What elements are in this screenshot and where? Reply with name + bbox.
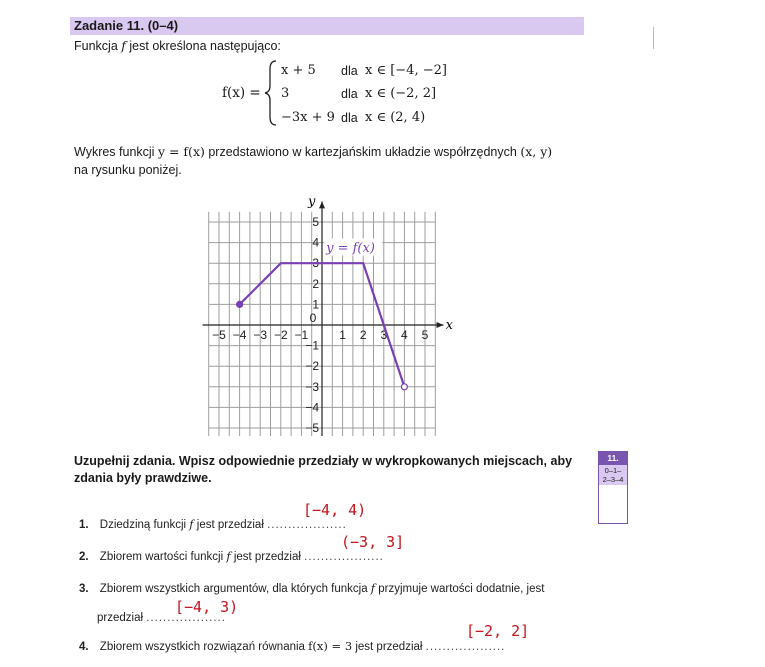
- closed-endpoint: [237, 301, 243, 307]
- x-tick-label: −4: [232, 328, 247, 342]
- item-3-line2-text: przedział: [97, 612, 144, 624]
- x-tick-label: 1: [339, 328, 346, 342]
- task-header: Zadanie 11. (0–4): [70, 17, 584, 35]
- intro-text-after: jest określona następująco:: [129, 39, 281, 53]
- item-3-number: 3.: [79, 583, 89, 595]
- y-tick-label: −1: [305, 338, 319, 353]
- y-tick-label: 3: [312, 256, 319, 271]
- item-4-text-after: jest przedział: [355, 641, 423, 653]
- case-2-expr: 3: [281, 86, 290, 101]
- x-tick-label: −3: [253, 328, 268, 342]
- item-4-answer-field[interactable]: ...................: [425, 641, 506, 653]
- desc-text-1: Wykres funkcji: [74, 145, 155, 159]
- x-tick-label: 2: [359, 328, 367, 342]
- x-tick-label: −5: [212, 328, 226, 342]
- item-2-answer: (−3, 3]: [341, 533, 405, 551]
- item-2-text-after: jest przedział: [233, 551, 301, 563]
- y-axis-label: y: [308, 194, 316, 210]
- y-tick-label: −2: [305, 359, 319, 374]
- case-2-condition: x ∈ (−2, 2]: [365, 86, 437, 101]
- item-1-text-after: jest przedział: [196, 519, 264, 531]
- case-3-dla: dla: [341, 111, 358, 125]
- case-1-condition: x ∈ [−4, −2]: [365, 63, 447, 78]
- item-3-f: f: [370, 581, 376, 595]
- item-1-answer: [−4, 4): [303, 501, 367, 519]
- brace-icon: [264, 59, 278, 127]
- intro-text-before: Funkcja: [74, 39, 118, 53]
- desc-equation: y = f(x): [157, 144, 205, 159]
- x-tick-label: 4: [401, 328, 408, 342]
- item-2-f: f: [226, 549, 231, 563]
- y-tick-label: 1: [312, 297, 319, 312]
- item-4-text-before: Zbiorem wszystkich rozwiązań równania: [99, 641, 305, 653]
- item-1-text-before: Dziedziną funkcji: [99, 519, 187, 531]
- y-tick-label: 4: [312, 235, 319, 250]
- y-tick-label: 2: [312, 276, 319, 291]
- case-3-condition: x ∈ (2, 4): [365, 110, 426, 125]
- score-badge: [598, 451, 628, 524]
- x-axis-label: x: [445, 318, 453, 333]
- margin-line: [653, 27, 654, 49]
- item-4-answer: [−2, 2]: [466, 622, 530, 640]
- y-tick-label: −4: [305, 400, 319, 415]
- x-tick-label: −1: [294, 328, 309, 342]
- x-axis-arrow: [437, 322, 444, 328]
- item-1-answer-field[interactable]: ...................: [267, 519, 347, 531]
- graph-label: y = f(x): [326, 240, 375, 256]
- item-4: [79, 639, 505, 653]
- instruction: Uzupełnij zdania. Wpisz odpowiednie przedziały w wykropkowanych miejscach, aby zdania były prawdziwe.: [74, 454, 573, 485]
- open-endpoint: [401, 384, 407, 390]
- desc-text-3: na rysunku poniżej.: [74, 163, 182, 177]
- badge-score-line-2: 2–3–4: [602, 475, 624, 484]
- y-tick-label: −5: [305, 421, 319, 435]
- x-tick-label: 5: [421, 328, 429, 342]
- case-3-expr: −3x + 9: [281, 110, 335, 125]
- item-4-equation: f(x) = 3: [308, 639, 353, 653]
- function-graph: [196, 180, 461, 436]
- y-axis-arrow: [319, 201, 325, 208]
- y-tick-label: −3: [305, 379, 319, 394]
- item-2-answer-field[interactable]: ...................: [304, 551, 384, 563]
- item-1-number: 1.: [79, 519, 89, 531]
- x-tick-label: 3: [380, 328, 388, 342]
- item-4-number: 4.: [79, 641, 89, 653]
- x-tick-label: −2: [273, 328, 288, 342]
- item-2: [79, 549, 384, 563]
- badge-scores: [599, 465, 627, 485]
- origin-label: 0: [309, 311, 317, 325]
- item-3-answer-field[interactable]: ...................: [146, 612, 226, 624]
- y-tick-label: 5: [312, 215, 319, 229]
- item-3-text-before: Zbiorem wszystkich argumentów, dla których funkcja: [99, 583, 368, 595]
- item-1-f: f: [189, 517, 194, 531]
- desc-text-2: przedstawiono w kartezjańskim układzie współrzędnych: [208, 145, 517, 159]
- case-2-dla: dla: [341, 87, 358, 101]
- case-1-expr: x + 5: [281, 63, 316, 78]
- item-3: [79, 581, 544, 595]
- badge-score-line-1: 0–1–: [604, 466, 622, 475]
- item-3-answer: [−4, 3): [175, 598, 239, 616]
- item-3-text-after: przyjmuje wartości dodatnie, jest: [378, 583, 545, 595]
- desc-coords: (x, y): [520, 144, 553, 159]
- intro-line: [74, 38, 281, 53]
- item-2-number: 2.: [79, 551, 89, 563]
- graph-description: [74, 143, 594, 179]
- item-2-text-before: Zbiorem wartości funkcji: [99, 551, 224, 563]
- item-1: [79, 517, 347, 531]
- function-symbol: f: [121, 38, 126, 53]
- badge-number: 11.: [599, 452, 627, 465]
- definition-lhs: f(x) =: [222, 85, 261, 101]
- case-1-dla: dla: [341, 64, 358, 78]
